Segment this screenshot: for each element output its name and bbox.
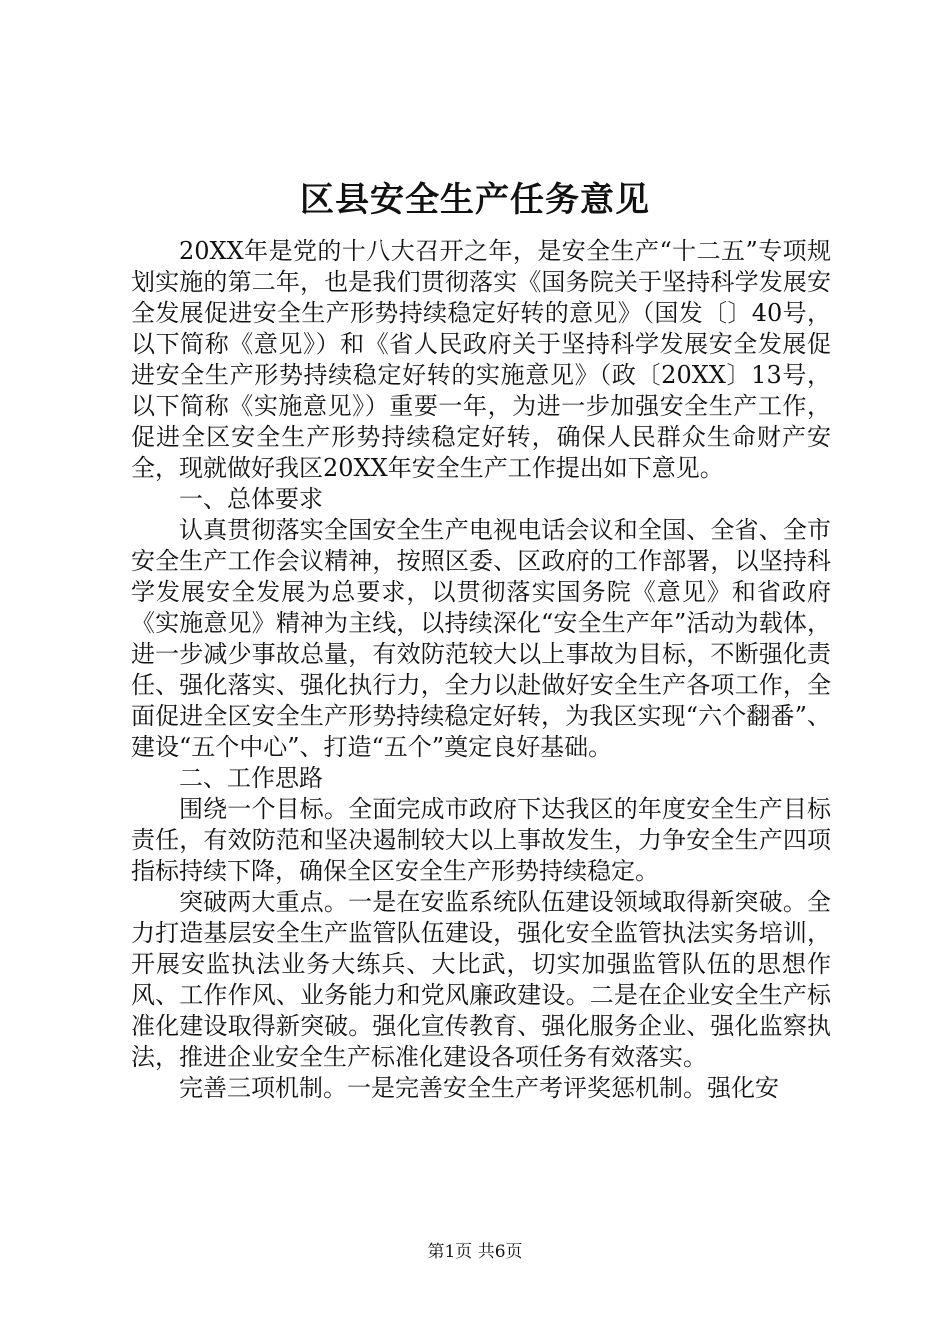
document-title: 区县安全生产任务意见 xyxy=(300,180,650,220)
page-number-footer: 第1页 共6页 xyxy=(427,1242,523,1262)
two-priorities-paragraph: 突破两大重点。一是在安监系统队伍建设领域取得新突破。全力打造基层安全生产监管队伍建设，强化安全监管执法实务培训，开展安监执法业务大练兵、大比武，切实加强监管队伍的思想作风、工作作风、业务能力和党风廉政建设。二是在企业安全生产标准化建设取得新突破。强化宣传教育、强化服务企业、强化监察执法，推进企业安全生产标准化建设各项任务有效落实。 xyxy=(131,888,831,1071)
document-body xyxy=(131,236,831,1104)
one-goal-paragraph: 围绕一个目标。全面完成市政府下达我区的年度安全生产目标责任，有效防范和坚决遏制较大以上事故发生，力争安全生产四项指标持续下降，确保全区安全生产形势持续稳定。 xyxy=(131,795,831,885)
general-requirements-paragraph: 认真贯彻落实全国安全生产电视电话会议和全国、全省、全市安全生产工作会议精神，按照区委、区政府的工作部署，以坚持科学发展安全发展为总要求，以贯彻落实国务院《意见》和省政府《实施意见》精神为主线，以持续深化“安全生产年”活动为载体，进一步减少事故总量，有效防范较大以上事故为目标，不断强化责任、强化落实、强化执行力，全力以赴做好安全生产各项工作，全面促进全区安全生产形势持续稳定好转，为我区实现“六个翻番”、建设“五个中心”、打造“五个”奠定良好基础。 xyxy=(131,516,831,761)
section-heading-work-approach: 二、工作思路 xyxy=(179,764,323,792)
section-heading-general-requirements: 一、总体要求 xyxy=(179,485,323,513)
three-mechanisms-paragraph: 完善三项机制。一是完善安全生产考评奖惩机制。强化安 xyxy=(179,1074,779,1102)
intro-paragraph: 20XX年是党的十八大召开之年，是安全生产“十二五”专项规划实施的第二年，也是我们贯彻落实《国务院关于坚持科学发展安全发展促进安全生产形势持续稳定好转的意见》（国发〔〕40号，以下简称《意见》）和《省人民政府关于坚持科学发展安全发展促进安全生产形势持续稳定好转的实施意见》（政〔20XX〕13号，以下简称《实施意见》）重要一年，为进一步加强安全生产工作，促进全区安全生产形势持续稳定好转，确保人民群众生命财产安全，现就做好我区20XX年安全生产工作提出如下意见。 xyxy=(131,237,831,482)
